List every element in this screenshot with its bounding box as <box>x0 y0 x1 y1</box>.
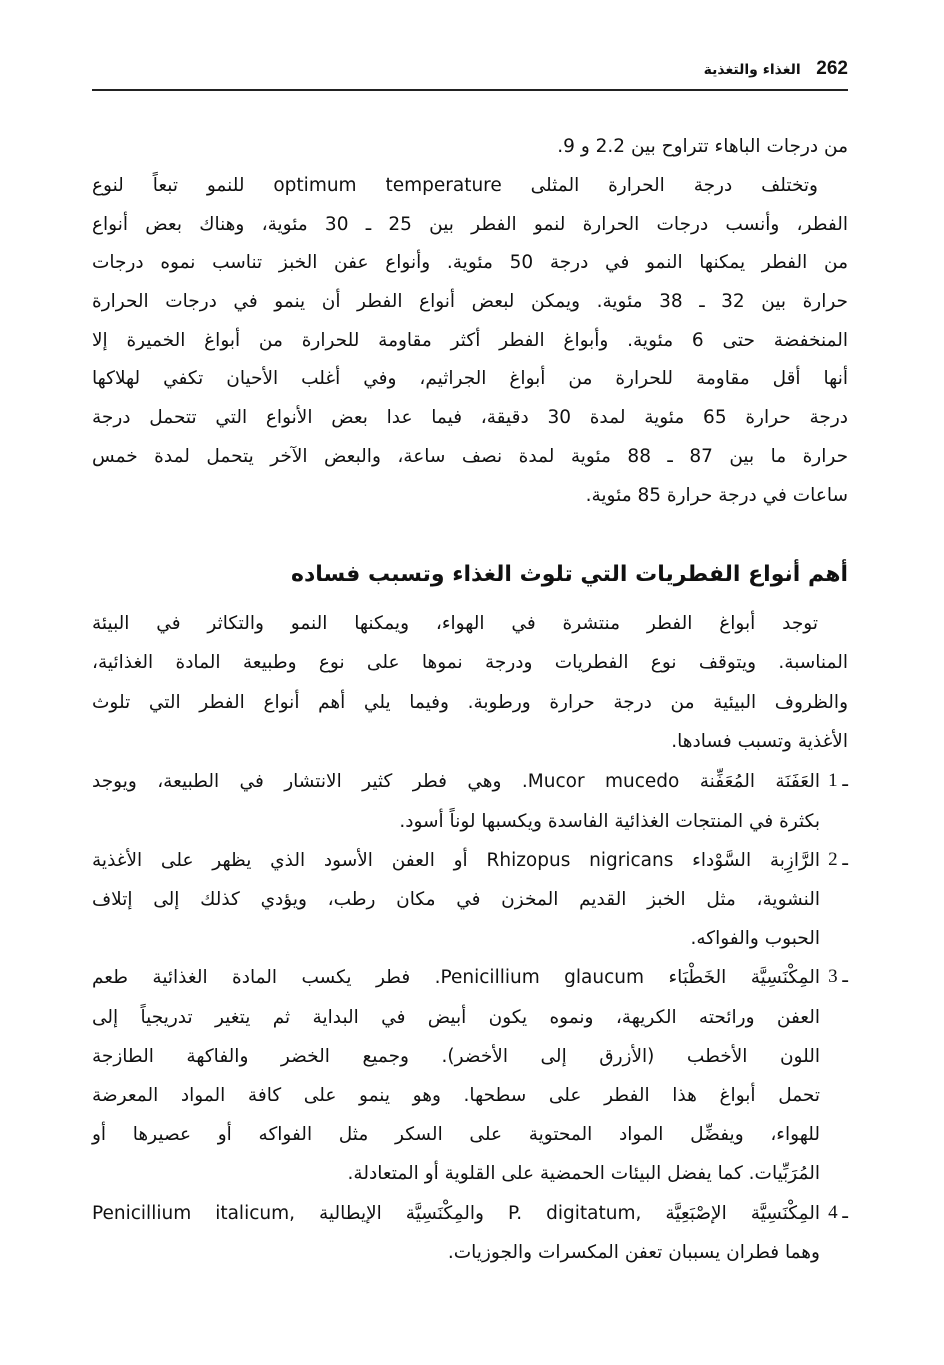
list-item <box>92 848 848 874</box>
page-header <box>92 58 848 86</box>
item-number: 3 ـ <box>828 966 848 987</box>
text-line: وهما فطران يسببان تعفن المكسرات والجوزيات. <box>447 1242 820 1263</box>
text-line: أنها أقل مقاومة للحرارة من أبواغ الجراثيم، وفي أغلب الأحيان تكفي لهلاكها <box>92 368 848 389</box>
text-line: العَفَنَة المُعَفِّنة Mucor mucedo. وهي فطر كثير الانتشار في الطبيعة، ويوجد <box>92 771 820 792</box>
text-line: من الفطر يمكنها النمو في درجة 50 مئوية. وأنواع عفن الخبز تناسب نموه درجات <box>92 252 848 273</box>
text-line: بكثرة في المنتجات الغذائية الفاسدة ويكسبها لوناً أسود. <box>399 811 820 832</box>
text-line: حرارة ما بين 87 ـ 88 مئوية لمدة نصف ساعة، والبعض الآخر يتحمل لمدة خمس <box>92 446 848 467</box>
text-line: المنخفضة حتى 6 مئوية. وأبواغ الفطر أكثر مقاومة للحرارة من أبواغ الخميرة إلا <box>92 330 849 351</box>
list-item-continuation <box>92 1240 848 1266</box>
text-line: توجد أبواغ الفطر منتشرة في الهواء، ويمكنها النمو والتكاثر في البيئة <box>92 613 818 634</box>
list-item-continuation <box>92 887 848 913</box>
list-item <box>92 965 848 991</box>
section-heading: أهم أنواع الفطريات التي تلوث الغذاء وتسبب فساده <box>290 562 848 587</box>
text-line: للهواء، ويفضِّل المواد المحتوية على السكر مثل الفواكه أو عصيرها أو <box>92 1124 820 1145</box>
text-line: من درجات الباهاء تتراوح بين 2.2 و 9. <box>557 136 848 157</box>
text-line: وتختلف درجة الحرارة المثلى optimum temperature للنمو تبعاً لنوع <box>92 175 818 196</box>
text-line: العفن ورائحته الكريهة، ونموه يكون أبيض في البداية ثم يتغير تدريجياً إلى <box>92 1007 820 1028</box>
text-line: المِكْنَسِيَّة الإصْبَعِيَّة ,P. digitatum والمِكْنَسِيَّة الإيطالية ,Penicillium italicum <box>92 1203 820 1224</box>
item-number: 2 ـ <box>828 849 848 870</box>
page-number: 262 <box>816 58 848 79</box>
list-item <box>92 1201 848 1227</box>
item-number: 4 ـ <box>828 1202 848 1223</box>
text-line: تحمل أبواغ هذا الفطر على سطحها. وهو ينمو على كافة المواد المعرضة <box>92 1085 820 1106</box>
list-item-continuation <box>92 1122 848 1148</box>
text-line: ساعات في درجة حرارة 85 مئوية. <box>585 485 848 506</box>
text-line: المِكْنَسِيَّة الخَطْبَاء Penicillium glaucum. فطر يكسب المادة الغذائية طعم <box>92 967 821 988</box>
text-line: درجة حرارة 65 مئوية لمدة 30 دقيقة، فيما عدا بعض الأنواع التي تتحمل درجة <box>92 407 848 428</box>
text-line: الأغذية وتسبب فسادها. <box>671 731 848 752</box>
text-line: حرارة بين 32 ـ 38 مئوية. ويمكن لبعض أنواع الفطر أن ينمو في درجات الحرارة <box>92 291 848 312</box>
running-title: الغذاء والتغذية <box>703 62 801 78</box>
text-line: والظروف البيئية من درجة حرارة ورطوبة. وفيما يلي أهم أنواع الفطر التي تلوث <box>92 692 848 713</box>
list-item-continuation <box>92 1083 848 1109</box>
text-line: اللون الأخطب (الأزرق إلى الأخضر). وجميع الخضر والفاكهة الطازجة <box>92 1046 820 1067</box>
list-item <box>92 769 848 795</box>
list-item-continuation <box>92 926 848 952</box>
list-item-continuation <box>92 809 848 835</box>
text-line: النشوية، مثل الخبز القديم المخزن في مكان رطب، ويؤدي كذلك إلى إتلاف <box>92 889 820 910</box>
text-line: المناسبة. ويتوقف نوع الفطريات ودرجة نموها على نوع وطبيعة المادة الغذائية، <box>92 652 848 673</box>
text-line: المُرَبِّيات. كما يفضل البيئات الحمضية على القلوية أو المتعادلة. <box>347 1163 820 1184</box>
list-item-continuation <box>92 1044 848 1070</box>
text-line: الفطر، وأنسب درجات الحرارة لنمو الفطر بين 25 ـ 30 مئوية، وهناك بعض أنواع <box>92 214 849 235</box>
list-item-continuation <box>92 1161 848 1187</box>
item-number: 1 ـ <box>828 770 848 791</box>
header-rule <box>92 89 848 91</box>
list-item-continuation <box>92 1005 848 1031</box>
text-line: الرَّازِبة السَّوْداء Rhizopus nigricans أو العفن الأسود الذي يظهر على الأغذية <box>92 850 820 871</box>
text-line: الحبوب والفواكه. <box>690 928 820 949</box>
